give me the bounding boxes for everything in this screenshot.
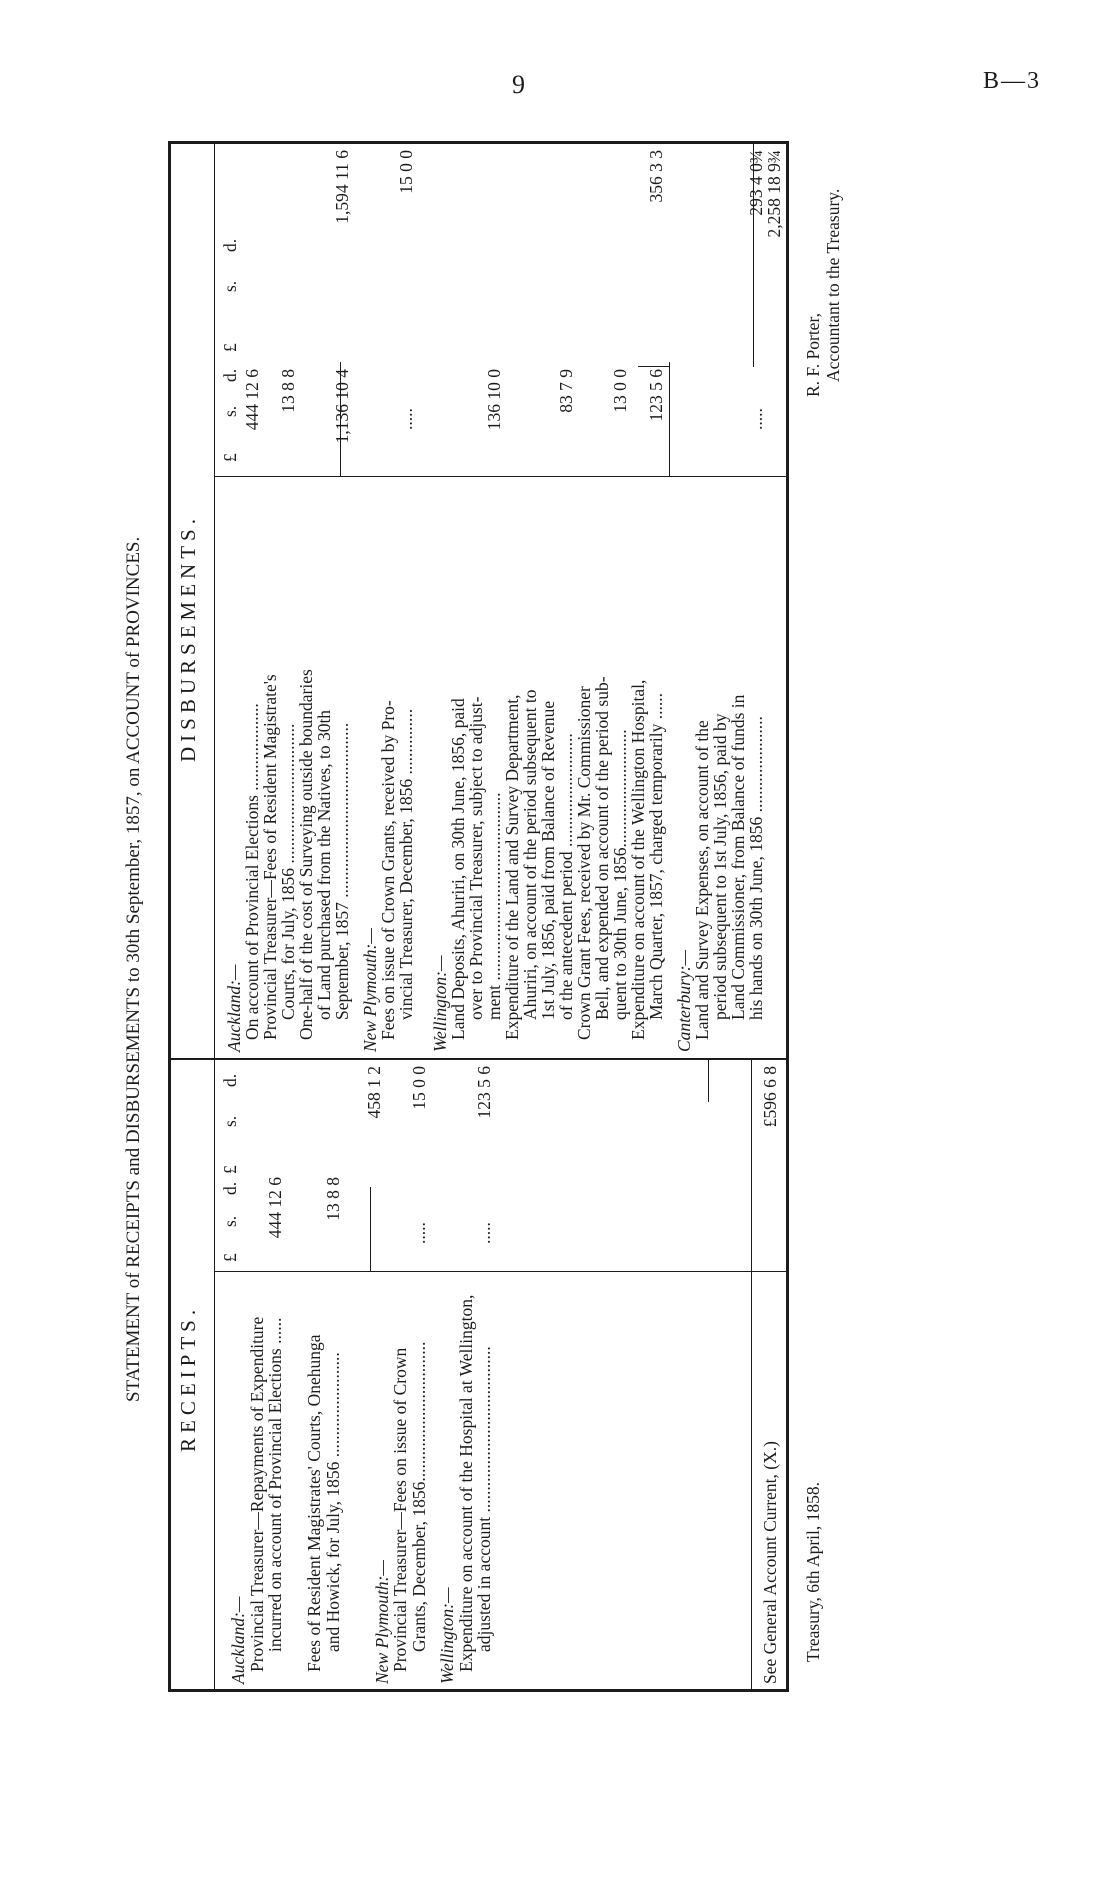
total-shillings: 11 xyxy=(332,163,352,180)
total-shillings: 1 xyxy=(364,1079,384,1088)
receipts-wellington-amount: ..... xyxy=(474,1222,494,1244)
disb-text-col-divider xyxy=(214,476,786,477)
amount-pence: 8 xyxy=(278,369,298,378)
amount-pounds: 13 xyxy=(278,395,298,413)
disb-auckland-amount3 xyxy=(332,369,352,474)
disb-auckland-line: On account of Provincial Elections .................... xyxy=(242,703,262,1040)
frame-left xyxy=(168,1689,789,1692)
document-reference: B—3 xyxy=(983,68,1042,94)
amount-shillings: 8 xyxy=(278,382,298,391)
disb-auckland-line: September, 1857 ........................................ xyxy=(332,722,352,1020)
disb-wellington-line: Crown Grant Fees, received by Mr. Commissioner xyxy=(574,686,594,1040)
receipts-newplymouth-line1: Provincial Treasurer—Fees on issue of Crown xyxy=(390,1347,410,1672)
receipts-newplymouth-total xyxy=(409,1066,429,1179)
amount-shillings: 8 xyxy=(323,1190,343,1199)
total-pence: 6 xyxy=(332,150,352,159)
total-pence: 2 xyxy=(364,1066,384,1075)
header-rule-disb xyxy=(214,144,215,1058)
disb-canterbury-amount: ..... xyxy=(746,408,766,430)
amount-shillings: 12 xyxy=(265,1190,285,1208)
footer-role: Accountant to the Treasury. xyxy=(823,188,843,382)
disb-newplymouth-heading: New Plymouth:— xyxy=(360,928,380,1052)
disb-wellington-line: Land Deposits, Ahuriri, on 30th June, 1856, paid xyxy=(448,698,468,1040)
disb-canterbury-line: Land Commissioner, from Balance of funds in xyxy=(728,694,748,1020)
amount-pence: 6 xyxy=(242,369,262,378)
frame-middle xyxy=(168,1058,789,1060)
amount-pounds: 13 xyxy=(323,1203,343,1221)
receipts-heading: RECEIPTS. xyxy=(176,1304,200,1452)
total-shillings: 18 xyxy=(764,176,784,194)
amount-pence: 0 xyxy=(610,369,630,378)
disb-auckland-amount1 xyxy=(242,369,262,474)
header-rule-receipts xyxy=(214,1060,215,1692)
receipts-auckland-item2-line2: and Howick, for July, 1856 ........................ xyxy=(323,1352,343,1652)
disb-wellington-amount2 xyxy=(556,369,576,474)
receipts-total-hrule2 xyxy=(708,1059,709,1102)
total-shillings: 0 xyxy=(396,163,416,172)
receipts-col-d2: d. xyxy=(220,1073,240,1087)
disb-col-d2: d. xyxy=(220,238,240,252)
receipts-auckland-item1-line2: incurred on account of Provincial Elections ...... xyxy=(265,1317,285,1652)
amount-pounds: 136 xyxy=(484,404,504,431)
amount-shillings: 10 xyxy=(332,382,352,400)
total-pounds: £596 xyxy=(760,1092,780,1128)
footer-date: Treasury, 6th April, 1858. xyxy=(803,1481,823,1662)
rotated-statement xyxy=(123,132,994,1692)
amount-shillings: 12 xyxy=(242,382,262,400)
amount-pence: 6 xyxy=(265,1177,285,1186)
amount-pence: 4 xyxy=(332,369,352,378)
receipts-total-hrule xyxy=(751,1060,752,1692)
receipts-text-col-divider xyxy=(214,1271,786,1272)
amount-pence: 8 xyxy=(323,1177,343,1186)
disb-auckland-line: of Land purchased from the Natives, to 30th xyxy=(314,709,334,1020)
amount-pounds: 1,136 xyxy=(332,404,352,444)
amount-pounds: 123 xyxy=(646,395,666,422)
receipts-sub-rule xyxy=(370,1187,371,1272)
disb-newplymouth-total xyxy=(396,150,416,362)
amount-pounds: 444 xyxy=(265,1212,285,1239)
receipts-newplymouth-line2: Grants, December, 1856................................ xyxy=(409,1341,429,1652)
disb-wellington-heading: Wellington:— xyxy=(430,955,450,1052)
total-pence: 0 xyxy=(396,150,416,159)
total-pence: 8 xyxy=(760,1066,780,1075)
disb-wellington-total xyxy=(646,150,666,362)
disb-wellington-vrule xyxy=(638,366,670,367)
disb-wellington-line: of the antecedent period .......................... xyxy=(556,733,576,1020)
disb-grand-total xyxy=(764,150,784,362)
receipts-newplymouth-heading: New Plymouth:— xyxy=(372,1560,392,1684)
disb-col-s2: s. xyxy=(220,280,240,292)
frame-top xyxy=(168,141,171,1692)
receipts-auckland-item1-line1: Provincial Treasurer—Repayments of Expenditure xyxy=(247,1316,267,1672)
total-shillings: 6 xyxy=(760,1079,780,1088)
total-pence: 0 xyxy=(409,1066,429,1075)
receipts-wellington-line1: Expenditure on account of the Hospital at Wellington, xyxy=(456,1294,476,1672)
disb-auckland-line: Provincial Treasurer—Fees of Resident Magistrate's xyxy=(260,674,280,1040)
receipts-newplymouth-amount: ..... xyxy=(409,1222,429,1244)
total-pounds: 356 xyxy=(646,176,666,203)
receipts-col-pound: £ xyxy=(220,1253,240,1262)
amount-pounds: 444 xyxy=(242,404,262,431)
receipts-auckland-heading: Auckland:— xyxy=(228,1596,248,1684)
disb-canterbury-line: Land and Survey Expenses, on account of the xyxy=(692,720,712,1040)
disb-col-pound: £ xyxy=(220,453,240,462)
disb-newplymouth-amount: ..... xyxy=(396,408,416,430)
receipts-col-d: d. xyxy=(220,1181,240,1195)
total-pence: 0¾ xyxy=(746,150,766,172)
disb-auckland-heading: Auckland:— xyxy=(224,964,244,1052)
disb-wellington-line: Expenditure of the Land and Survey Department, xyxy=(502,694,522,1040)
disb-auckland-line: Courts, for July, 1856 ................................ xyxy=(278,723,298,1020)
disb-canterbury-total xyxy=(746,150,766,362)
disb-wellington-subrule xyxy=(669,362,670,477)
receipts-auckland-item2-amount xyxy=(323,1177,343,1269)
disb-col-pound2: £ xyxy=(220,343,240,352)
receipts-wellington-total xyxy=(474,1066,494,1179)
receipts-col-s2: s. xyxy=(220,1115,240,1127)
total-pounds: 15 xyxy=(396,176,416,194)
disb-canterbury-heading: Canterbury:— xyxy=(674,949,694,1052)
total-pence: 6 xyxy=(474,1066,494,1075)
disb-wellington-line: ment ........................................... xyxy=(484,792,504,1020)
disb-newplymouth-line: Fees on issue of Crown Grants, received by Pro- xyxy=(378,700,398,1040)
disbursements-heading: DISBURSEMENTS. xyxy=(176,514,200,762)
receipts-col-s: s. xyxy=(220,1215,240,1227)
amount-shillings: 10 xyxy=(484,382,504,400)
receipts-see-account: See General Account Current, (X.) xyxy=(760,1441,780,1684)
amount-shillings: 7 xyxy=(556,382,576,391)
amount-shillings: 0 xyxy=(610,382,630,391)
amount-pounds: 13 xyxy=(610,395,630,413)
receipts-auckland-item2-line1: Fees of Resident Magistrates' Courts, Onehunga xyxy=(304,1334,324,1672)
disb-auckland-total xyxy=(332,150,352,362)
total-pence: 3 xyxy=(646,150,666,159)
total-shillings: 5 xyxy=(474,1079,494,1088)
disb-wellington-line: quent to 30th June, 1856........................... xyxy=(610,729,630,1020)
disb-auckland-line: One-half of the cost of Surveying outside boundaries xyxy=(296,669,316,1040)
disb-auckland-amount2 xyxy=(278,369,298,474)
disb-wellington-line: Bell, and expended on account of the period sub- xyxy=(592,676,612,1020)
total-pounds: 123 xyxy=(474,1092,494,1119)
frame-right xyxy=(168,141,789,144)
disb-wellington-amount3 xyxy=(610,369,630,474)
amount-pence: 6 xyxy=(646,369,666,378)
disb-canterbury-line: period subsequent to 1st July, 1856, paid by xyxy=(710,713,730,1020)
total-shillings: 3 xyxy=(646,163,666,172)
disb-wellington-line: over to Provincial Treasurer, subject to adjust- xyxy=(466,696,486,1020)
footer-signer: R. F. Porter, xyxy=(803,313,823,397)
disb-canterbury-line: his hands on 30th June, 1856 ...................... xyxy=(746,716,766,1020)
disb-wellington-line: March Quarter, 1857, charged temporarily ...... xyxy=(646,693,666,1020)
receipts-wellington-heading: Wellington:— xyxy=(437,1587,457,1684)
total-pounds: 2,258 xyxy=(764,198,784,238)
receipts-wellington-line2: adjusted in account ...................................... xyxy=(474,1346,494,1652)
amount-pounds: 83 xyxy=(556,395,576,413)
receipts-auckland-total xyxy=(364,1066,384,1179)
receipts-grand-total xyxy=(760,1066,780,1179)
disb-col-d: d. xyxy=(220,368,240,382)
disb-wellington-amount1 xyxy=(484,369,504,474)
disb-wellington-amount4 xyxy=(646,369,666,474)
total-pounds: 1,594 xyxy=(332,184,352,224)
total-pounds: 293 xyxy=(746,189,766,216)
total-pounds: 15 xyxy=(409,1092,429,1110)
amount-pence: 0 xyxy=(484,369,504,378)
disb-wellington-line: Expenditure on account of the Wellington Hospital, xyxy=(628,679,648,1040)
total-shillings: 0 xyxy=(409,1079,429,1088)
disb-col-s: s. xyxy=(220,405,240,417)
total-pence: 9¾ xyxy=(764,150,784,172)
total-pounds: 458 xyxy=(364,1092,384,1119)
disb-wellington-line: 1st July, 1856, paid from Balance of Revenue xyxy=(538,700,558,1020)
receipts-auckland-item1-amount xyxy=(265,1177,285,1269)
receipts-col-pound2: £ xyxy=(220,1165,240,1174)
frame-bottom xyxy=(786,141,789,1692)
total-shillings: 4 xyxy=(746,176,766,185)
amount-shillings: 5 xyxy=(646,382,666,391)
disb-newplymouth-line: vincial Treasurer, December, 1856 ............... xyxy=(396,708,416,1020)
disb-wellington-line: Ahuriri, on account of the period subsequent to xyxy=(520,689,540,1020)
page-number: 9 xyxy=(512,70,525,99)
statement-title: STATEMENT of RECEIPTS and DISBURSEMENTS to 30th September, 1857, on ACCOUNT of PROVINCES. xyxy=(123,536,144,1402)
amount-pence: 9 xyxy=(556,369,576,378)
